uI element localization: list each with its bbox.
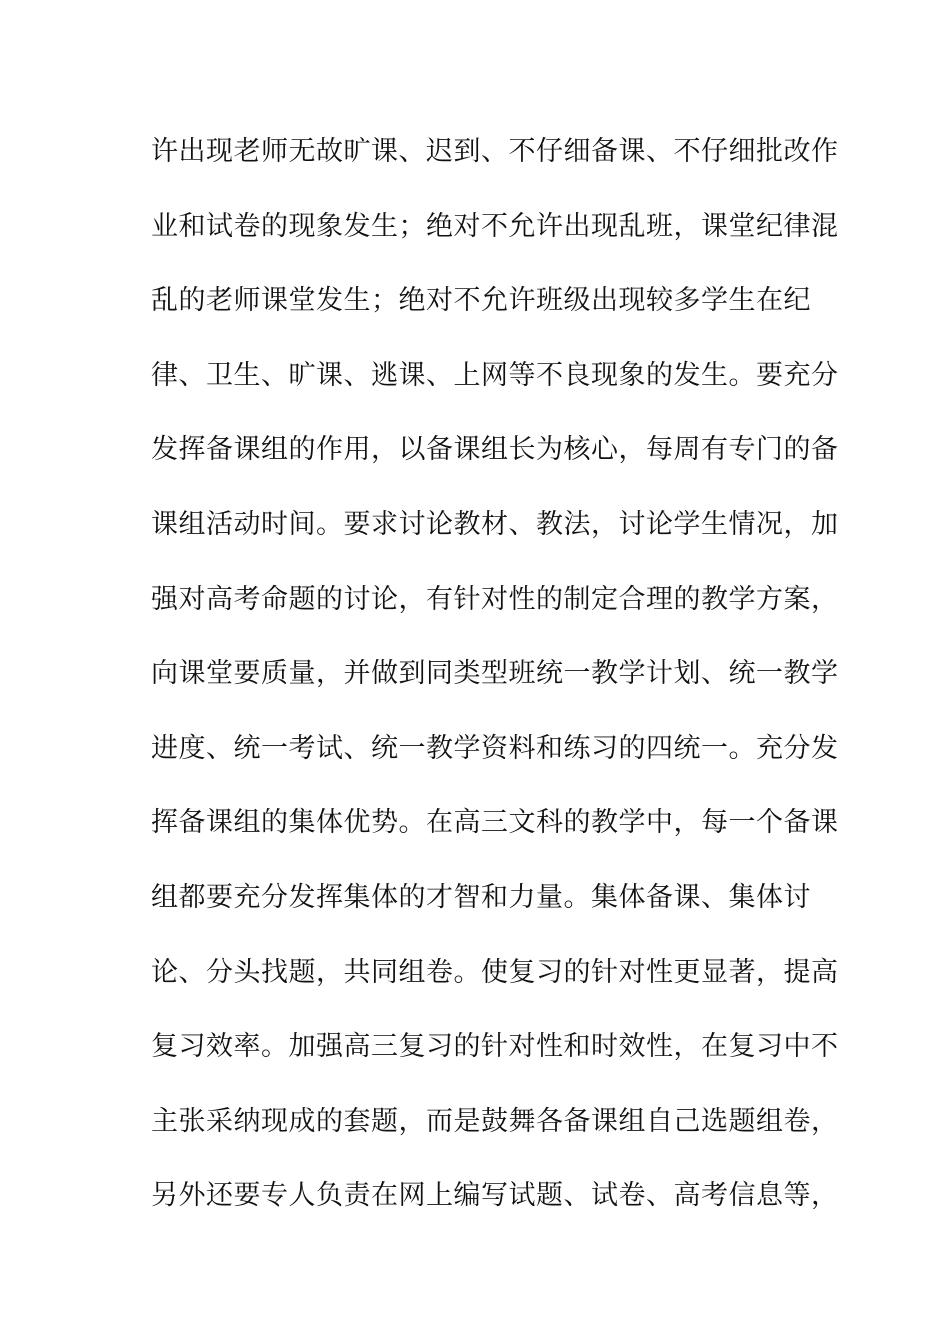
text-line-8: 向课堂要质量，并做到同类型班统一教学计划、统一教学 xyxy=(151,658,839,690)
text-line-13: 复习效率。加强高三复习的针对性和时效性，在复习中不 xyxy=(151,1031,839,1063)
text-line-10: 挥备课组的集体优势。在高三文科的教学中，每一个备课 xyxy=(151,807,839,839)
text-line-12: 论、分头找题，共同组卷。使复习的针对性更显著，提高 xyxy=(151,956,839,988)
text-line-3: 乱的老师课堂发生；绝对不允许班级出现较多学生在纪 xyxy=(151,285,811,317)
text-line-7: 强对高考命题的讨论，有针对性的制定合理的教学方案， xyxy=(151,583,839,615)
text-line-1: 许出现老师无故旷课、迟到、不仔细备课、不仔细批改作 xyxy=(151,136,839,167)
text-line-15: 另外还要专人负责在网上编写试题、试卷、高考信息等， xyxy=(151,1180,839,1212)
body-text xyxy=(151,132,839,1251)
text-line-11: 组都要充分发挥集体的才智和力量。集体备课、集体讨 xyxy=(151,881,811,913)
text-line-6: 课组活动时间。要求讨论教材、教法，讨论学生情况，加 xyxy=(151,508,839,540)
text-line-5: 发挥备课组的作用，以备课组长为核心，每周有专门的备 xyxy=(151,434,839,466)
text-line-9: 进度、统一考试、统一教学资料和练习的四统一。充分发 xyxy=(151,732,839,764)
text-line-4: 律、卫生、旷课、逃课、上网等不良现象的发生。要充分 xyxy=(151,359,839,391)
text-line-2: 业和试卷的现象发生；绝对不允许出现乱班，课堂纪律混 xyxy=(151,210,839,242)
text-line-14: 主张采纳现成的套题，而是鼓舞各备课组自己选题组卷， xyxy=(151,1105,839,1137)
